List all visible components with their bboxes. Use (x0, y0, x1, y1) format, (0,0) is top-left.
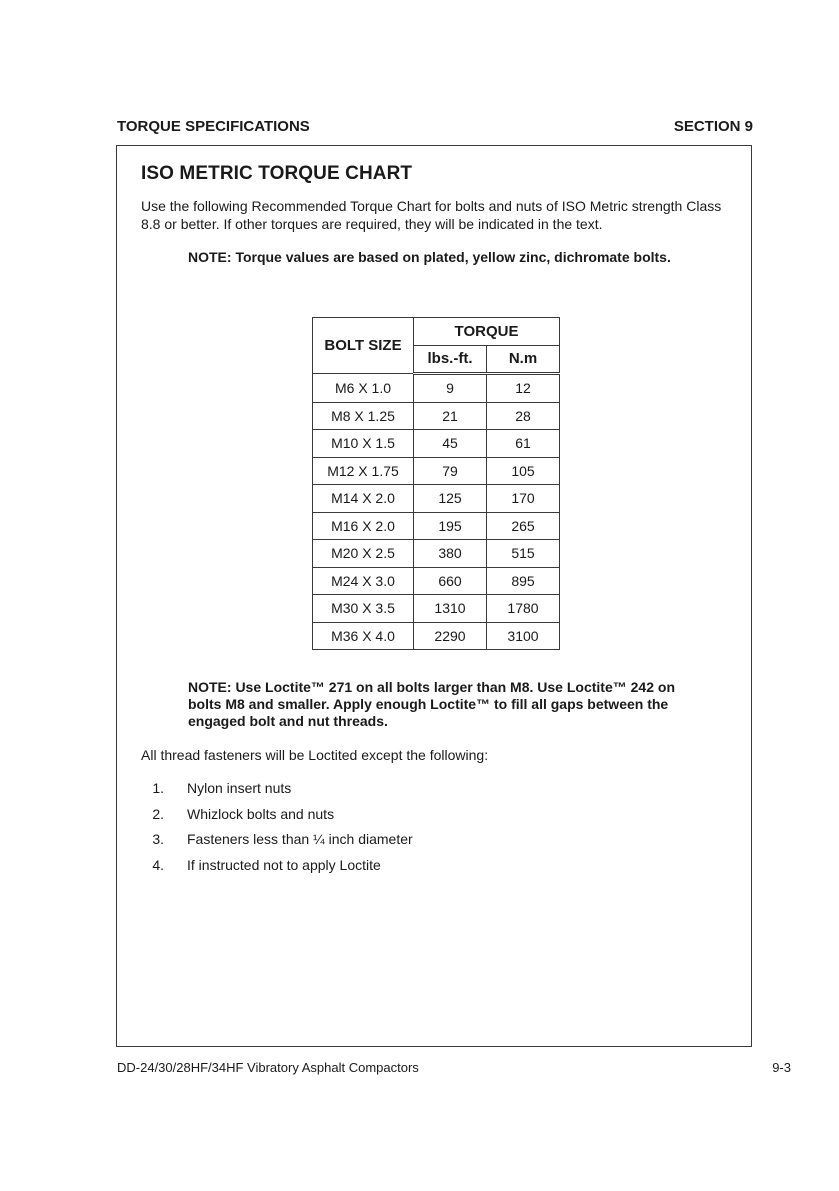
bolt-size-cell: M12 X 1.75 (313, 457, 414, 485)
bolt-size-cell: M30 X 3.5 (313, 595, 414, 623)
list-item-number: 1. (152, 780, 164, 796)
table-row (313, 430, 560, 458)
nm-cell: 61 (487, 430, 560, 458)
nm-header: N.m (487, 345, 560, 374)
lbs-ft-cell: 195 (414, 512, 487, 540)
lbs-ft-cell: 45 (414, 430, 487, 458)
nm-cell: 105 (487, 457, 560, 485)
bolt-size-cell: M10 X 1.5 (313, 430, 414, 458)
table-row (313, 374, 560, 403)
nm-cell: 895 (487, 567, 560, 595)
loctite-note: NOTE: Use Loctite™ 271 on all bolts larger than M8. Use Loctite™ 242 on bolts M8 and smaller. Apply enough Loctite™ to fill all gaps between the engaged bolt and nut threads. (188, 679, 675, 729)
bolt-size-cell: M14 X 2.0 (313, 485, 414, 513)
bolt-size-cell: M20 X 2.5 (313, 540, 414, 568)
list-item (141, 806, 413, 832)
bolt-size-cell: M24 X 3.0 (313, 567, 414, 595)
nm-cell: 28 (487, 402, 560, 430)
list-item-text: Whizlock bolts and nuts (187, 805, 335, 822)
nm-cell: 1780 (487, 595, 560, 623)
exceptions-list (141, 780, 413, 882)
table-row (313, 485, 560, 513)
lbs-ft-cell: 660 (414, 567, 487, 595)
nm-cell: 12 (487, 374, 560, 403)
lbs-ft-cell: 1310 (414, 595, 487, 623)
list-item (141, 780, 413, 806)
nm-cell: 170 (487, 485, 560, 513)
footer-product-name: DD-24/30/28HF/34HF Vibratory Asphalt Compactors (117, 1060, 419, 1075)
list-item (141, 831, 413, 857)
list-item-number: 4. (152, 856, 164, 873)
section-title: ISO METRIC TORQUE CHART (141, 163, 413, 184)
list-item-text: Fasteners less than ¼ inch diameter (187, 831, 413, 847)
list-item-text: Nylon insert nuts (187, 780, 292, 796)
header-section-name: TORQUE SPECIFICATIONS (117, 118, 310, 135)
nm-cell: 265 (487, 512, 560, 540)
torque-header: TORQUE (414, 318, 560, 346)
table-row (313, 595, 560, 623)
table-row (313, 622, 560, 650)
bolt-size-cell: M8 X 1.25 (313, 402, 414, 430)
list-item-text: If instructed not to apply Loctite (187, 856, 381, 873)
list-item-number: 2. (152, 805, 164, 822)
lbs-ft-cell: 9 (414, 374, 487, 403)
lbs-ft-cell: 21 (414, 402, 487, 430)
lbs-ft-cell: 2290 (414, 622, 487, 650)
lbs-ft-cell: 79 (414, 457, 487, 485)
table-row (313, 457, 560, 485)
nm-cell: 515 (487, 540, 560, 568)
intro-paragraph: Use the following Recommended Torque Chart for bolts and nuts of ISO Metric strength Class 8.8 or better. If other torques are required, they will be indicated in the text. (141, 198, 722, 232)
list-item (141, 857, 413, 883)
fasteners-intro: All thread fasteners will be Loctited except the following: (141, 747, 489, 763)
table-row (313, 540, 560, 568)
bolt-size-header: BOLT SIZE (313, 318, 414, 374)
table-row (313, 512, 560, 540)
torque-table (312, 317, 560, 650)
nm-cell: 3100 (487, 622, 560, 650)
table-row (313, 402, 560, 430)
bolt-size-cell: M6 X 1.0 (313, 374, 414, 403)
plating-note: NOTE: Torque values are based on plated, yellow zinc, dichromate bolts. (188, 249, 671, 265)
bolt-size-cell: M36 X 4.0 (313, 622, 414, 650)
lbs-ft-cell: 125 (414, 485, 487, 513)
lbs-ft-cell: 380 (414, 540, 487, 568)
header-section-number: SECTION 9 (673, 118, 753, 135)
lbs-ft-header: lbs.-ft. (414, 345, 487, 374)
table-row (313, 567, 560, 595)
bolt-size-cell: M16 X 2.0 (313, 512, 414, 540)
list-item-number: 3. (152, 831, 164, 847)
footer-page-number: 9-3 (772, 1060, 791, 1075)
